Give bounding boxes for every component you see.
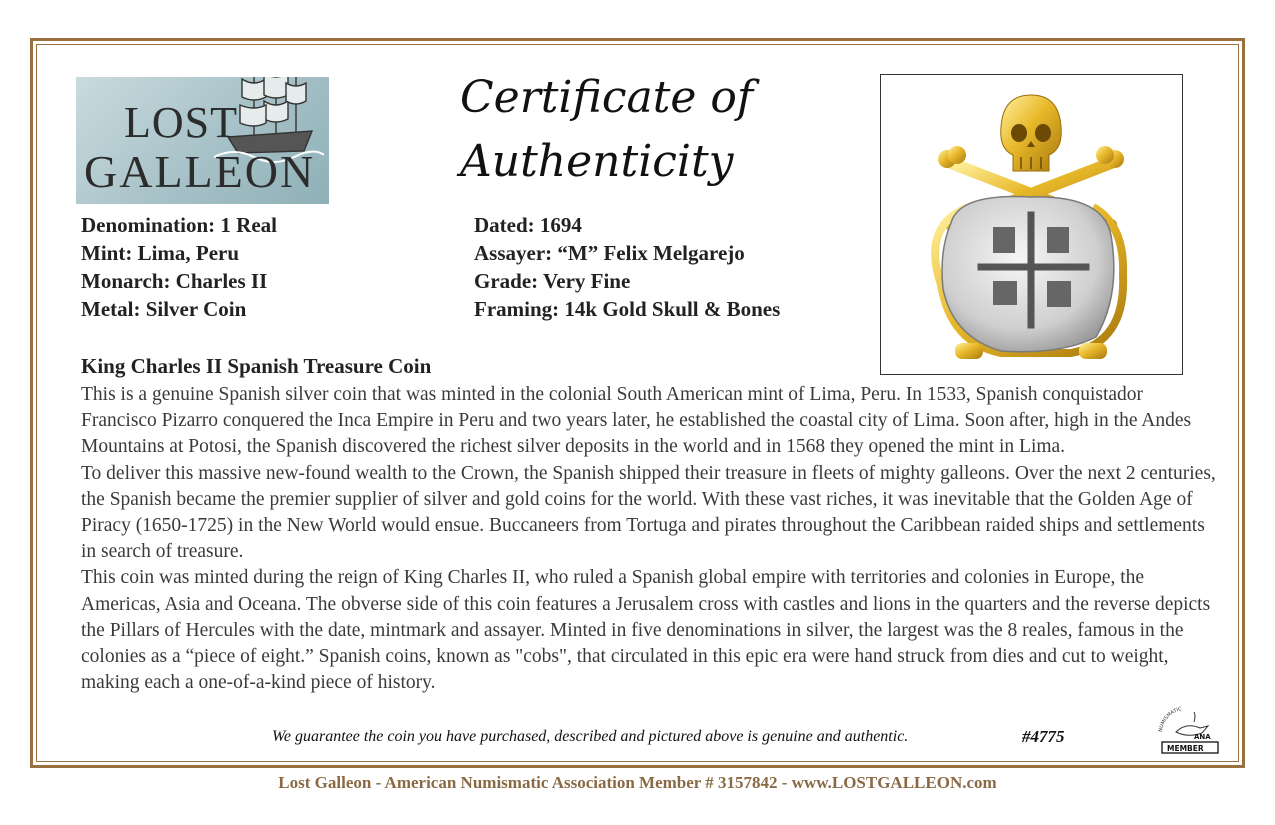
ana-text: ANA — [1194, 733, 1211, 741]
guarantee-statement: We guarantee the coin you have purchased, described and pictured above is genuine and authentic. — [272, 728, 909, 745]
paragraph-coin: This coin was minted during the reign of King Charles II, who ruled a Spanish global empire with territories and colonies in Europe, the Americas, Asia and Oceana. The obverse side of this coin features a Jerusalem cross with castles and lions in the quarters and the reverse depicts the Pillars of Hercules with the date, mintmark and assayer. Minted in five denominations in silver, the largest was the 8 reales, famous in the colonies as a “piece of eight.” Spanish coins, known as "cobs", that circulated in this epic era were hand struck from dies and cut to weight, making each a one-of-a-kind piece of history. — [81, 567, 1211, 694]
certificate-title: Certificate of Authenticity — [460, 72, 754, 187]
spec-dated: Dated: 1694 — [474, 213, 582, 237]
spec-denomination: Denomination: 1 Real — [81, 213, 277, 237]
logo-text-galleon: GALLEON — [84, 146, 316, 197]
spec-framing: Framing: 14k Gold Skull & Bones — [474, 297, 781, 321]
description-text — [81, 382, 1221, 696]
spec-mint: Mint: Lima, Peru — [81, 241, 240, 265]
spec-monarch: Monarch: Charles II — [81, 269, 268, 293]
spec-assayer: Assayer: “M” Felix Melgarejo — [474, 241, 745, 265]
paragraph-history: This is a genuine Spanish silver coin that was minted in the colonial South American mint of Lima, Peru. In 1533, Spanish conquistador Francisco Pizarro conquered the Inca Empire in Peru and two years later, he established the coastal city of Lima. Soon after, high in the Andes Mountains at Potosi, the Spanish discovered the richest silver deposits in the world and in 1568 they opened the mint in Lima. — [81, 384, 1192, 458]
logo-text-lost: LOST — [124, 98, 238, 147]
specs-right — [474, 211, 780, 323]
spec-metal: Metal: Silver Coin — [81, 297, 247, 321]
section-heading: King Charles II Spanish Treasure Coin — [81, 354, 432, 378]
skull-bones-pendant-icon — [881, 75, 1182, 374]
ana-badge-arc-text: NUMISMATIC — [1157, 706, 1183, 733]
svg-text:NUMISMATIC — [1158, 706, 1183, 732]
certificate-number: #4775 — [1022, 727, 1065, 746]
ana-member-badge — [1152, 706, 1222, 756]
spec-grade: Grade: Very Fine — [474, 269, 631, 293]
lost-galleon-logo — [76, 77, 329, 204]
paragraph-galleons: To deliver this massive new-found wealth to the Crown, the Spanish shipped their treasure in fleets of mighty galleons. Over the next 2 centuries, the Spanish became the premier supplier of silver and gold coins for the world. With these vast riches, it was inevitable that the Golden Age of Piracy (1650-1725) in the New World would ensue. Buccaneers from Tortuga and pirates throughout the Caribbean raided ships and settlements in search of treasure. — [81, 462, 1216, 563]
footer-text: Lost Galleon - American Numismatic Association Member # 3157842 - www.LOSTGALLEON.com — [278, 773, 997, 792]
ana-member-text: MEMBER — [1167, 744, 1204, 753]
specs-left — [81, 211, 277, 323]
coin-pendant-photo — [880, 74, 1183, 375]
